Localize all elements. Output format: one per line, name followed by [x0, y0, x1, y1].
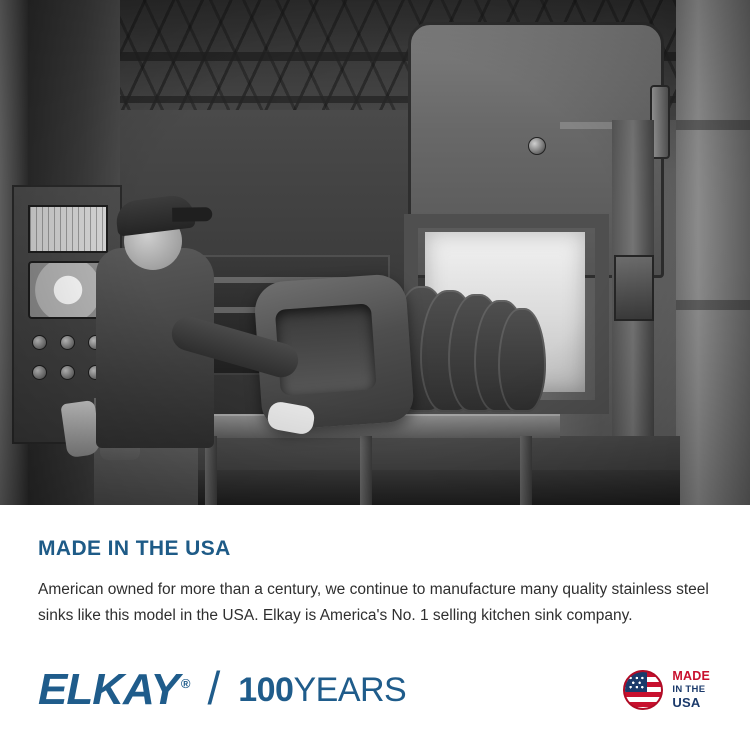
electrical-box: [614, 255, 654, 321]
workbench-leg: [520, 436, 532, 505]
elkay-wordmark-text: ELKAY: [38, 665, 179, 714]
chart-recorder-icon: [28, 205, 108, 253]
control-knob: [60, 365, 75, 380]
door-bolt: [528, 137, 546, 155]
column-band: [676, 300, 750, 310]
headline: MADE IN THE USA: [38, 537, 231, 560]
badge-line-3: USA: [672, 695, 701, 711]
body-copy: American owned for more than a century, we continue to manufacture many quality stainless steel sinks like this model in the USA. Elkay is America's No. 1 selling kitchen sink company.: [38, 581, 709, 625]
made-in-usa-badge: [623, 669, 710, 710]
made-in-usa-badge-text: [672, 669, 710, 710]
flag-canton: [625, 672, 647, 692]
floor-shadow: [120, 470, 680, 505]
column-band: [676, 120, 750, 130]
usa-flag-circle-icon: [623, 670, 663, 710]
right-column: [676, 0, 750, 505]
registered-trademark-icon: ®: [180, 676, 190, 692]
footer: [0, 630, 750, 750]
elkay-wordmark: [38, 665, 190, 714]
text-block: [0, 505, 750, 630]
anniversary-number: 100: [238, 671, 294, 709]
workbench-leg: [360, 436, 372, 505]
anniversary-mark: [238, 673, 406, 707]
sink-blank-stacked: [498, 308, 546, 412]
logo-divider: /: [207, 662, 221, 714]
elkay-logo-lockup: [38, 662, 407, 714]
anniversary-word: YEARS: [293, 671, 407, 709]
badge-line-2: IN THE: [672, 684, 706, 696]
badge-line-1: MADE: [672, 669, 710, 684]
control-knob: [32, 365, 47, 380]
control-knob: [32, 335, 47, 350]
control-knob: [60, 335, 75, 350]
